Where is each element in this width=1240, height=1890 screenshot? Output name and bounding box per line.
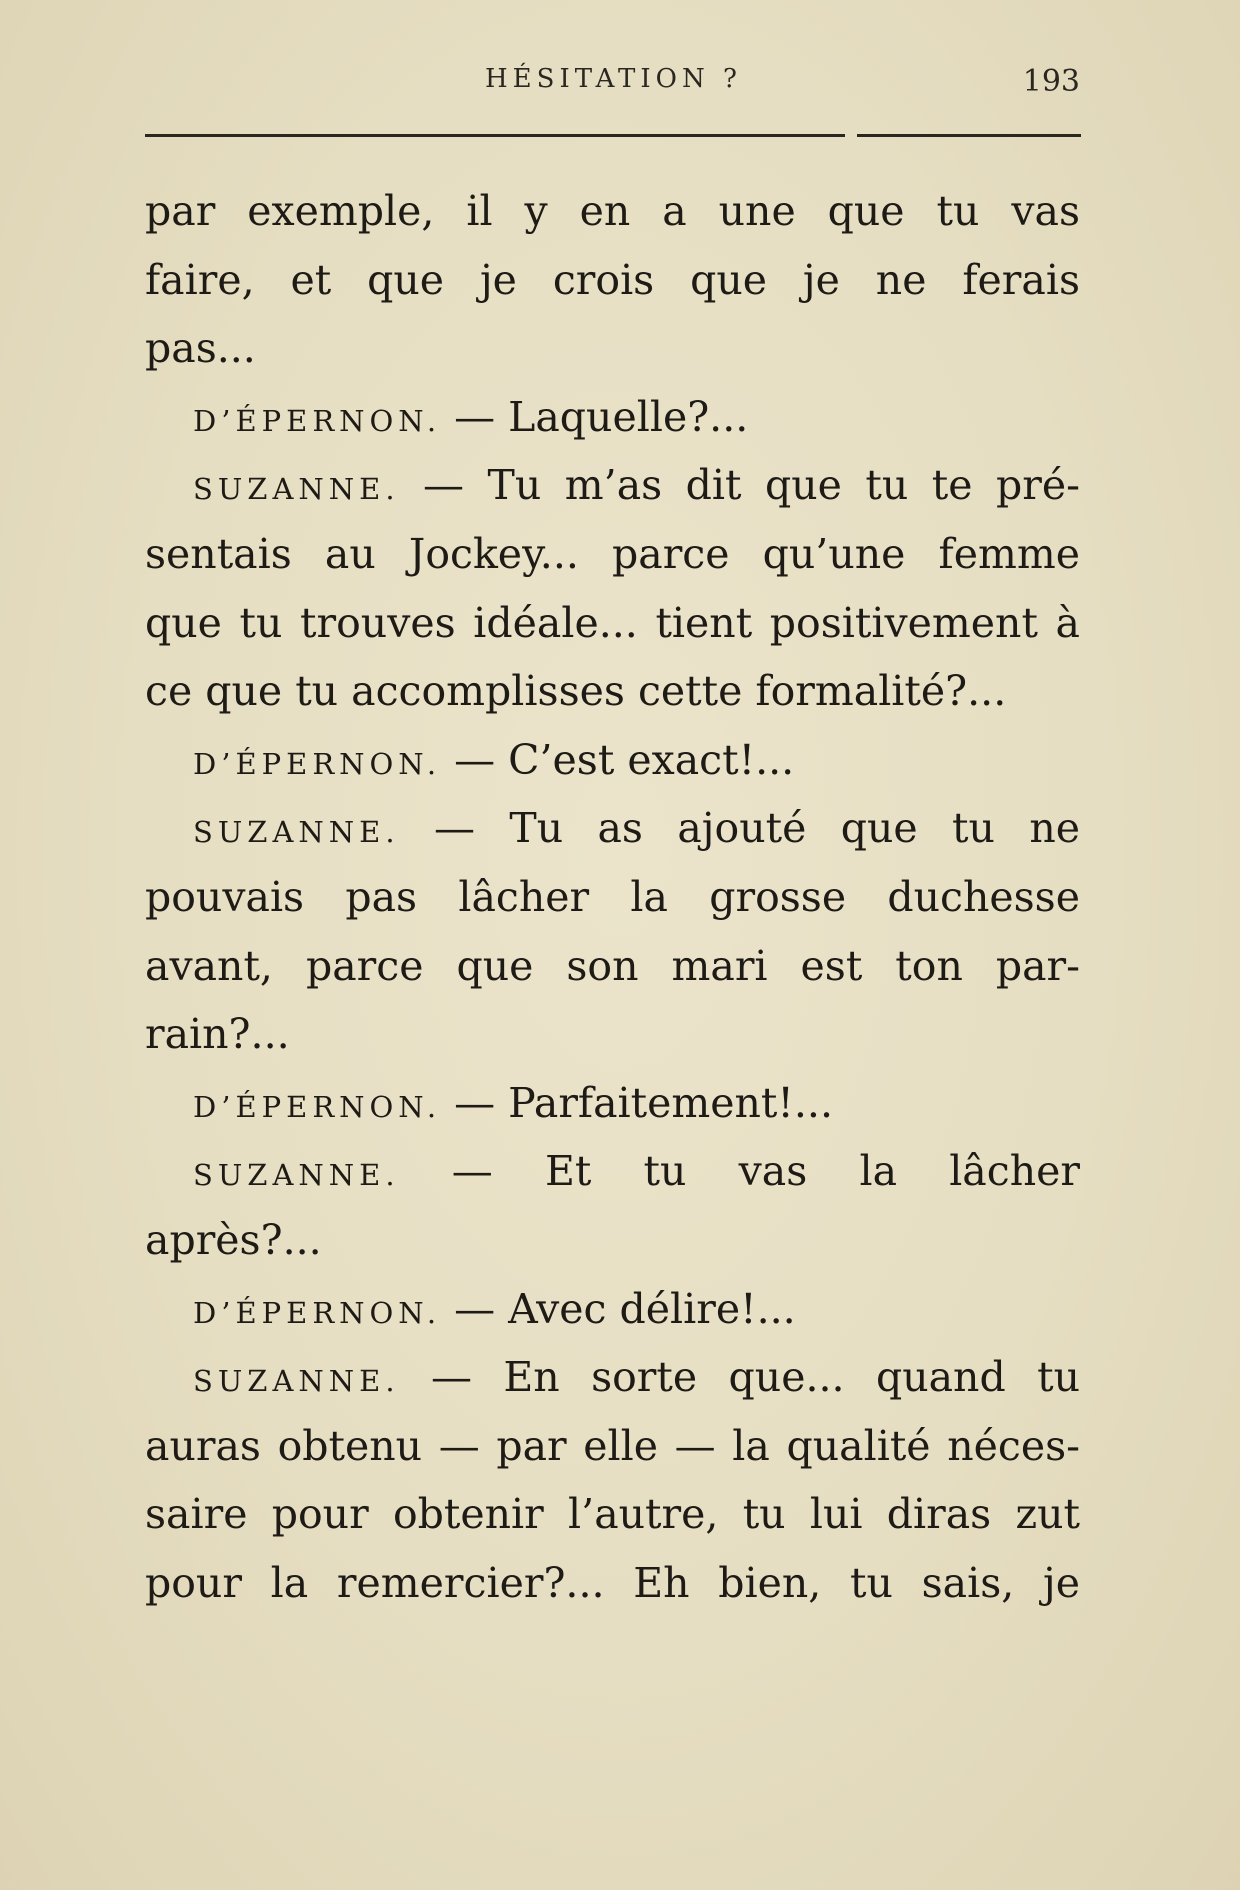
text-line — [145, 1206, 1080, 1275]
line-text: après?... — [145, 1215, 322, 1264]
speaker-name: SUZANNE. — [193, 472, 400, 507]
text-line — [145, 657, 1080, 726]
line-text: faire, et que je crois que je ne ferais — [145, 255, 1080, 304]
speaker-name: D’ÉPERNON. — [193, 1089, 442, 1124]
line-text: — Laquelle?... — [454, 392, 749, 441]
line-text: — Tu as ajouté que tu ne — [433, 804, 1080, 853]
line-text: pouvais pas lâcher la grosse duchesse — [145, 872, 1080, 921]
line-text: saire pour obtenir l’autre, tu lui diras zut — [145, 1490, 1080, 1539]
speech-line — [145, 1343, 1080, 1412]
line-text: pour la remercier?... Eh bien, tu sais, je — [145, 1558, 1080, 1607]
speaker-name: D’ÉPERNON. — [193, 746, 442, 781]
line-text: pas... — [145, 324, 256, 373]
text-line — [145, 1549, 1080, 1618]
dialogue-text — [145, 177, 1080, 1617]
header-rule-left — [145, 134, 845, 137]
speaker-name: SUZANNE. — [193, 1158, 400, 1193]
speech-line — [145, 383, 1080, 452]
line-text: — En sorte que... quand tu — [430, 1353, 1080, 1402]
text-line — [145, 177, 1080, 246]
speech-line — [145, 794, 1080, 863]
page-number: 193 — [1022, 64, 1080, 99]
line-text: — Avec délire!... — [454, 1284, 796, 1333]
running-title: HÉSITATION ? — [485, 64, 742, 94]
line-text: — Et tu vas la lâcher — [451, 1147, 1080, 1196]
speaker-name: SUZANNE. — [193, 1364, 400, 1399]
speaker-name: D’ÉPERNON. — [193, 403, 442, 438]
text-line — [145, 1480, 1080, 1549]
speech-line — [145, 451, 1080, 520]
line-text: — Parfaitement!... — [454, 1078, 833, 1127]
text-line — [145, 589, 1080, 658]
speaker-name: D’ÉPERNON. — [193, 1295, 442, 1330]
line-text: — Tu m’as dit que tu te pré- — [423, 461, 1080, 510]
text-line — [145, 1000, 1080, 1069]
text-line — [145, 863, 1080, 932]
text-line — [145, 1412, 1080, 1481]
line-text: que tu trouves idéale... tient positivement à — [145, 598, 1080, 647]
speech-line — [145, 1069, 1080, 1138]
speech-line — [145, 1275, 1080, 1344]
line-text: sentais au Jockey... parce qu’une femme — [145, 529, 1080, 578]
text-line — [145, 520, 1080, 589]
line-text: ce que tu accomplisses cette formalité?... — [145, 667, 1007, 716]
line-text: avant, parce que son mari est ton par- — [145, 941, 1080, 990]
text-line — [145, 246, 1080, 315]
line-text: par exemple, il y en a une que tu vas — [145, 187, 1080, 235]
line-text: rain?... — [145, 1010, 290, 1059]
header-rule-right — [857, 134, 1081, 137]
page-header — [145, 64, 1080, 104]
speaker-name: SUZANNE. — [193, 815, 400, 850]
speech-line — [145, 726, 1080, 795]
text-line — [145, 314, 1080, 383]
line-text: auras obtenu — par elle — la qualité néces- — [145, 1421, 1080, 1470]
text-line — [145, 932, 1080, 1001]
speech-line — [145, 1137, 1080, 1206]
line-text: — C’est exact!... — [454, 735, 795, 784]
